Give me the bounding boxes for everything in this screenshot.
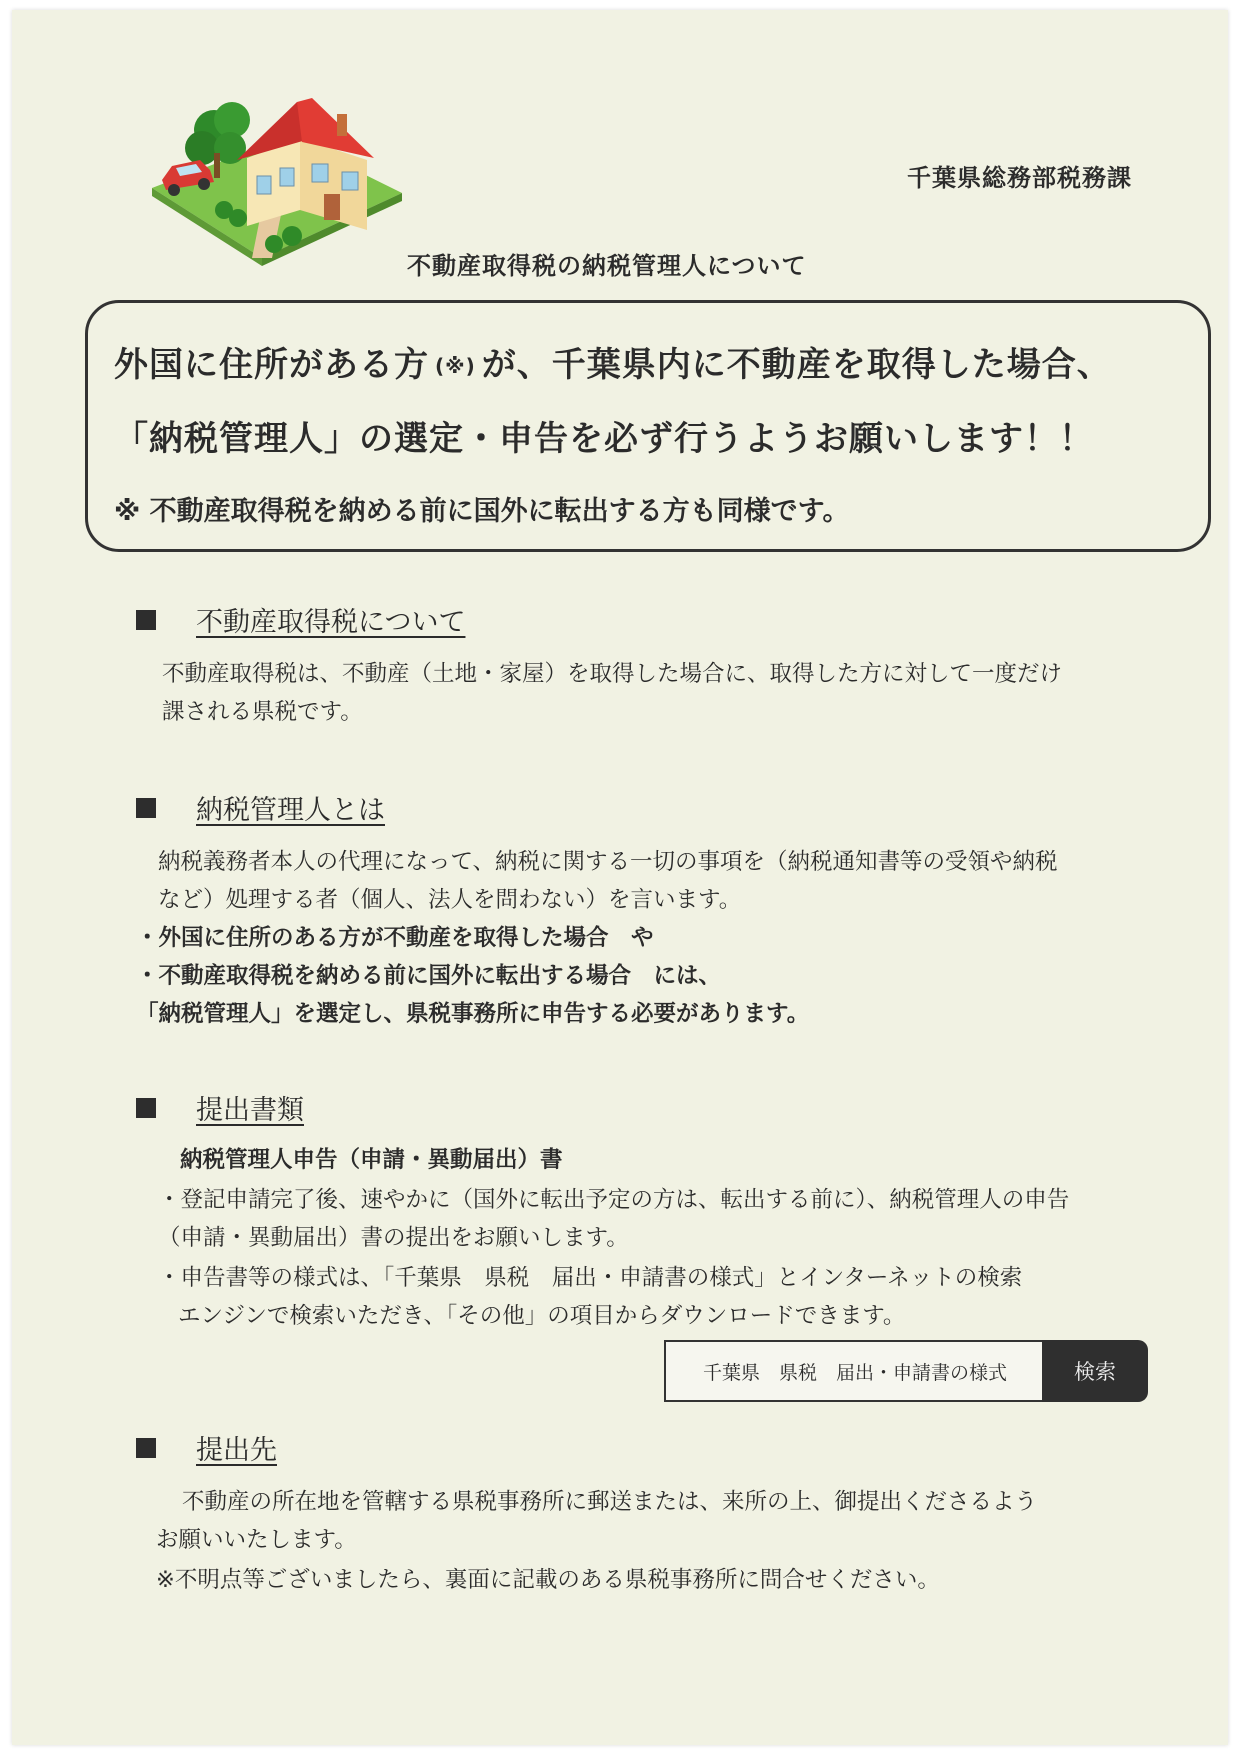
paragraph-line: 納税義務者本人の代理になって、納税に関する一切の事項を（納税通知書等の受領や納税 — [158, 849, 1058, 875]
section-heading-documents — [136, 1088, 304, 1127]
callout-line-1-before: 外国に住所がある方 — [114, 345, 429, 385]
paragraph-line: （申請・異動届出）書の提出をお願いします。 — [158, 1225, 629, 1251]
search-query-box: 千葉県 県税 届出・申請書の様式 — [664, 1340, 1046, 1402]
paragraph-line: ※不明点等ございましたら、裏面に記載のある県税事務所に問合せください。 — [156, 1567, 940, 1593]
square-bullet-icon — [136, 1098, 156, 1118]
callout-line-1 — [114, 337, 1112, 386]
section-heading-label: 提出先 — [196, 1435, 277, 1466]
section-heading-destination — [136, 1428, 277, 1467]
callout-line-1-after: が、千葉県内に不動産を取得した場合、 — [481, 345, 1112, 385]
paragraph-line: 不動産の所在地を管轄する県税事務所に郵送または、来所の上、御提出くださるよう — [182, 1489, 1038, 1515]
paragraph-line: 課される県税です。 — [162, 699, 363, 725]
form-name: 納税管理人申告（申請・異動届出）書 — [180, 1147, 563, 1173]
callout-line-2: 「納税管理人」の選定・申告を必ず行うようお願いします！！ — [114, 419, 1094, 459]
paragraph-line: ・登記申請完了後、速やかに（国外に転出予定の方は、転出する前に）、納税管理人の申告 — [158, 1187, 1070, 1213]
section-heading-label: 提出書類 — [196, 1095, 304, 1126]
department-name: 千葉県総務部税務課 — [907, 164, 1132, 192]
paragraph-line: 「納税管理人」を選定し、県税事務所に申告する必要があります。 — [136, 1001, 810, 1027]
section-heading-about-manager — [136, 788, 385, 827]
square-bullet-icon — [136, 798, 156, 818]
square-bullet-icon — [136, 610, 156, 630]
paragraph-line: エンジンで検索いただき、「その他」の項目からダウンロードできます。 — [178, 1303, 906, 1329]
search-button: 検索 — [1042, 1340, 1148, 1402]
callout-line-3: ※ 不動産取得税を納める前に国外に転出する方も同様です。 — [114, 496, 850, 527]
section-heading-label: 納税管理人とは — [196, 795, 385, 826]
callout-note-mark: (※) — [435, 354, 476, 378]
bullet-line: ・外国に住所のある方が不動産を取得した場合 や — [136, 925, 654, 951]
document-title: 不動産取得税の納税管理人について — [407, 252, 807, 280]
section-heading-label: 不動産取得税について — [196, 607, 466, 638]
paragraph-line: お願いいたします。 — [156, 1527, 357, 1553]
square-bullet-icon — [136, 1438, 156, 1458]
notice-callout — [85, 300, 1211, 552]
bullet-line: ・不動産取得税を納める前に国外に転出する場合 には、 — [136, 963, 722, 989]
document-page — [12, 10, 1228, 1745]
paragraph-line: 不動産取得税は、不動産（土地・家屋）を取得した場合に、取得した方に対して一度だけ — [162, 661, 1063, 687]
paragraph-line: ・申告書等の様式は、「千葉県 県税 届出・申請書の様式」とインターネットの検索 — [158, 1265, 1023, 1291]
paragraph-line: など）処理する者（個人、法人を問わない）を言います。 — [158, 887, 742, 913]
section-heading-about-tax — [136, 600, 465, 639]
house-car-icon — [152, 98, 402, 273]
